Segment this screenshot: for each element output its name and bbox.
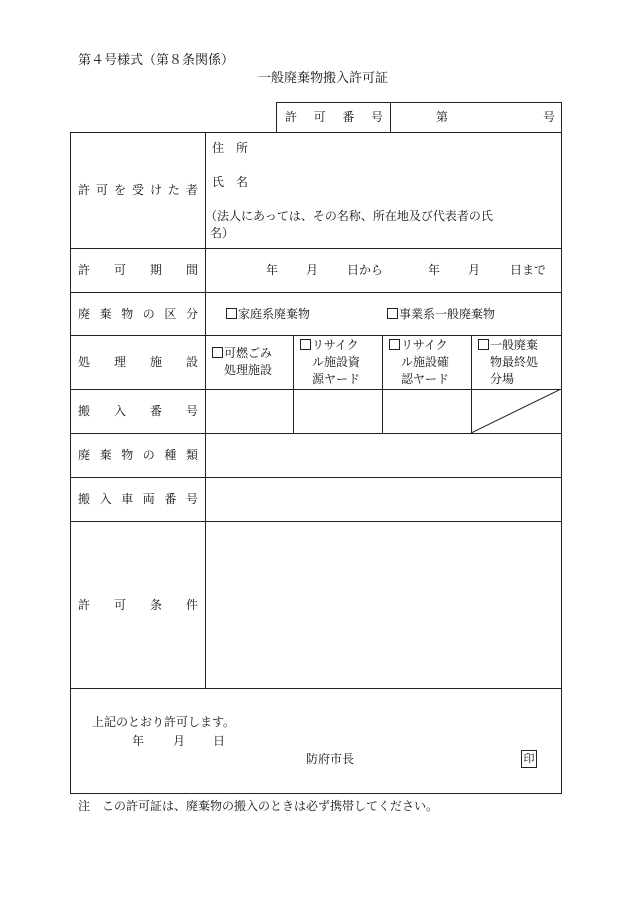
facility-option-recycle-resource-yard[interactable]: リサイク ル施設資 源ヤード — [300, 337, 360, 388]
period-year-to: 年 — [428, 263, 441, 277]
recipient-note-line1: （法人にあっては、その名称、所在地及び代表者の氏 — [205, 209, 493, 223]
carry-note: 注 この許可証は、廃棄物の搬入のときは必ず携帯してください。 — [78, 799, 439, 813]
period-day-to: 日まで — [510, 263, 547, 277]
label-period: 許 可 期 間 — [78, 263, 198, 277]
period-day-from: 日から — [347, 263, 384, 277]
seal-stamp: 印 — [521, 750, 537, 768]
approval-year: 年 — [132, 734, 145, 748]
label-conditions: 許 可 条 件 — [78, 598, 198, 612]
category-option-business[interactable]: 事業系一般廃棄物 — [387, 308, 495, 320]
checkbox-icon[interactable] — [226, 308, 237, 319]
checkbox-icon[interactable] — [387, 308, 398, 319]
checkbox-icon[interactable] — [389, 339, 400, 350]
form-number: 第４号様式（第８条関係） — [78, 53, 235, 68]
facility-option-final-disposal[interactable]: 一般廃棄 物最終処 分場 — [478, 337, 538, 388]
checkbox-icon[interactable] — [478, 339, 489, 350]
label-vehicle: 搬 入 車 両 番 号 — [78, 492, 198, 506]
facility-option-recycle-check-yard[interactable]: リサイク ル施設確 認ヤード — [389, 337, 449, 388]
checkbox-icon[interactable] — [300, 339, 311, 350]
recipient-name: 氏 名 — [212, 175, 249, 189]
period-month-to: 月 — [468, 263, 481, 277]
checkbox-icon[interactable] — [212, 347, 223, 358]
document-title: 一般廃棄物搬入許可証 — [258, 71, 389, 86]
diagonal-slash — [471, 389, 562, 434]
recipient-note-line2: 名） — [210, 226, 235, 240]
period-year-from: 年 — [266, 263, 279, 277]
approval-month: 月 — [173, 734, 186, 748]
approval-statement: 上記のとおり許可します。 — [92, 715, 236, 729]
mayor-title: 防府市長 — [306, 752, 355, 766]
category-option-household[interactable]: 家庭系廃棄物 — [226, 308, 310, 320]
label-facility: 処 理 施 設 — [78, 355, 198, 369]
label-waste-type: 廃 棄 物 の 種 類 — [78, 448, 198, 462]
facility-option-combustible[interactable]: 可燃ごみ 処理施設 — [212, 345, 272, 379]
permit-number-dai: 第 — [436, 110, 449, 124]
label-entry-no: 搬 入 番 号 — [78, 404, 198, 418]
recipient-address: 住 所 — [212, 141, 249, 155]
label-category: 廃 棄 物 の 区 分 — [78, 307, 198, 321]
permit-number-label: 許 可 番 号 — [285, 110, 383, 124]
approval-day: 日 — [213, 734, 226, 748]
permit-number-go: 号 — [543, 110, 556, 124]
label-recipient: 許 可 を 受 け た 者 — [78, 183, 198, 197]
period-month-from: 月 — [306, 263, 319, 277]
